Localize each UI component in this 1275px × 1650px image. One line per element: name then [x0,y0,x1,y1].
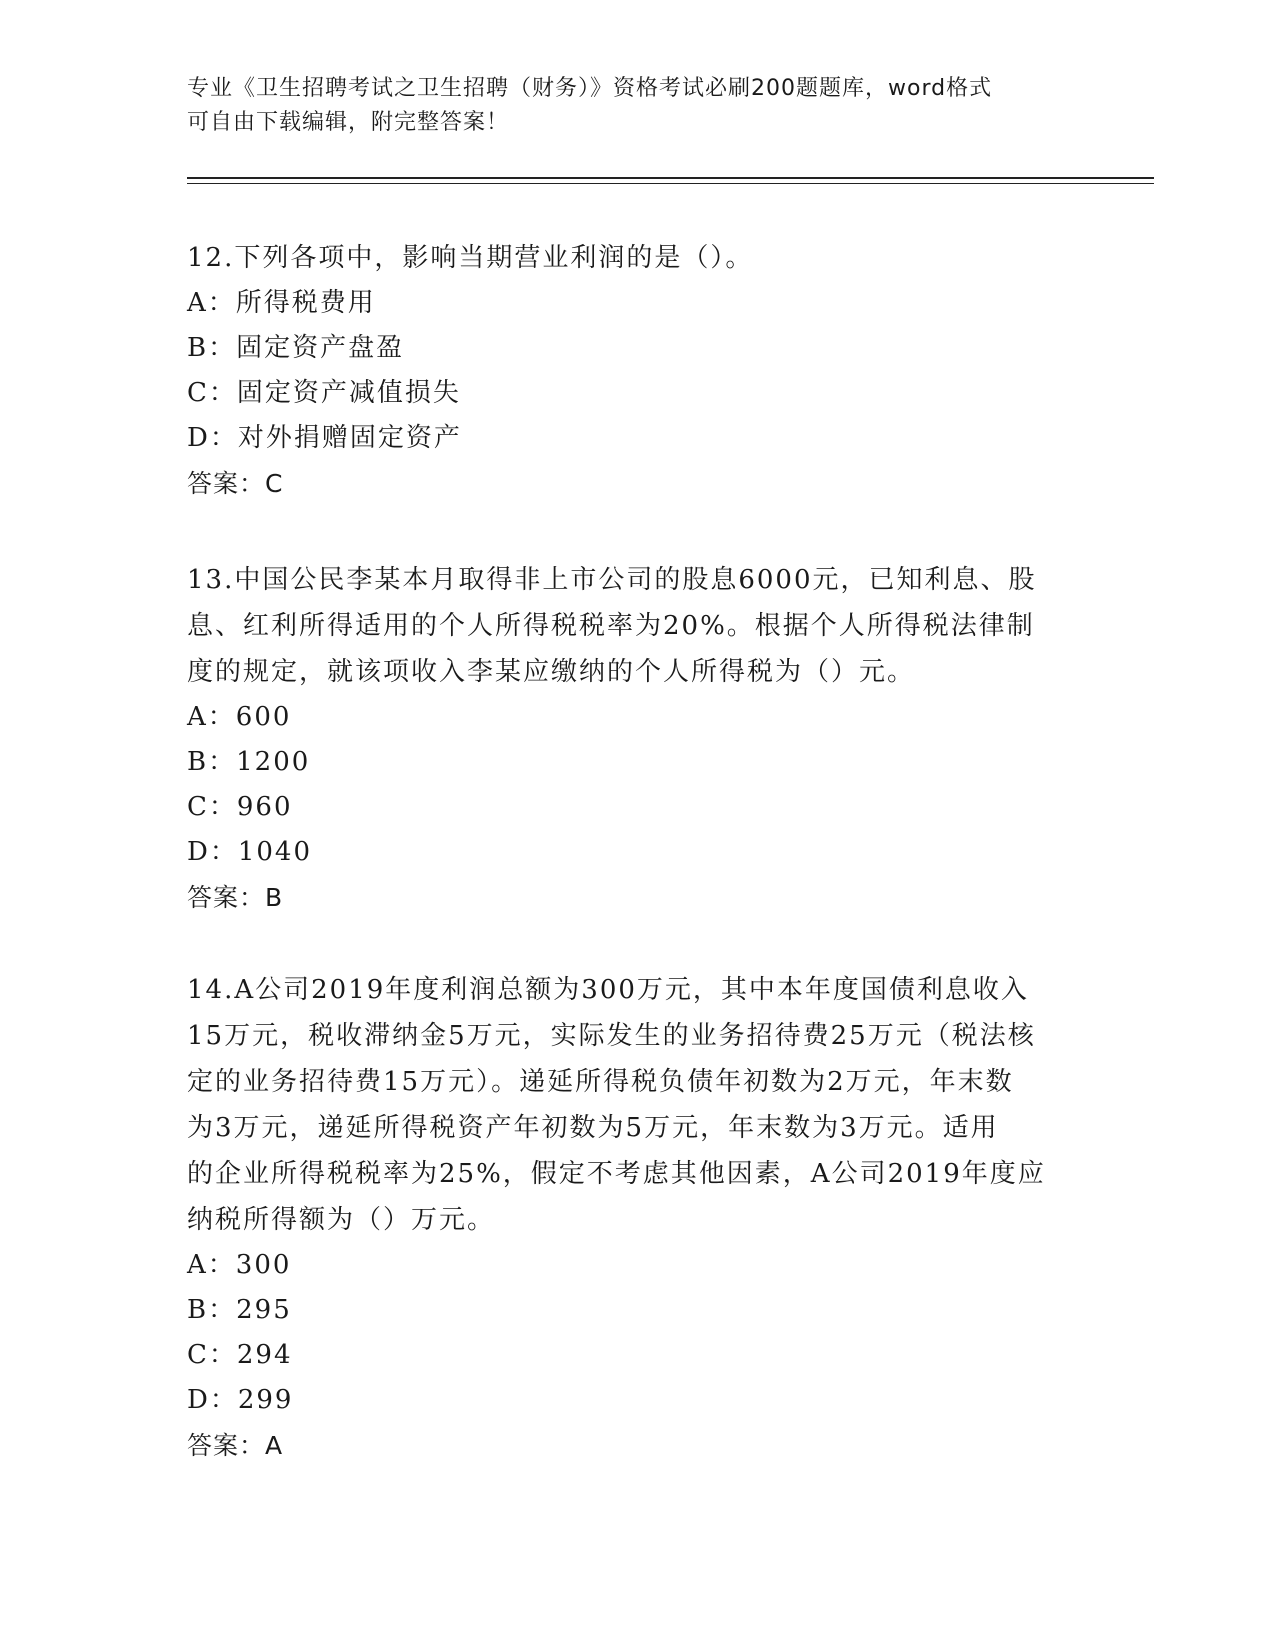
option-d: D：299 [187,1385,294,1415]
question-14 [187,967,1087,1469]
question-stem-line: 为3万元，递延所得税资产年初数为5万元，年末数为3万元。适用 [187,1113,999,1143]
question-13 [187,557,1087,921]
option-a: A：600 [187,702,292,732]
header-divider-thin [187,183,1154,184]
question-stem-line: 纳税所得额为（）万元。 [187,1205,496,1235]
question-12 [187,235,1087,507]
question-stem-line: 定的业务招待费15万元）。递延所得税负债年初数为2万元，年末数 [187,1067,1014,1097]
question-stem-line: 度的规定，就该项收入李某应缴纳的个人所得税为（）元。 [187,657,916,687]
question-stem-line: 息、红利所得适用的个人所得税税率为20%。根据个人所得税法律制 [187,611,1035,641]
document-header [187,72,1087,140]
option-b: B：295 [187,1295,292,1325]
question-stem-line: 的企业所得税税率为25%，假定不考虑其他因素，A公司2019年度应 [187,1159,1046,1189]
header-line-1: 专业《卫生招聘考试之卫生招聘（财务）》资格考试必刷200题题库，word格式 [187,76,993,101]
option-c: C：固定资产减值损失 [187,378,461,408]
option-d: D：1040 [187,837,313,867]
header-line-2: 可自由下载编辑，附完整答案！ [187,110,510,135]
option-a: A：所得税费用 [187,288,376,318]
option-c: C：294 [187,1340,293,1370]
question-stem-line: 14.A公司2019年度利润总额为300万元，其中本年度国债利息收入 [187,975,1029,1005]
answer: 答案：B [187,883,284,912]
option-a: A：300 [187,1250,292,1280]
header-divider-thick [187,177,1154,179]
question-stem-line: 12.下列各项中，影响当期营业利润的是（）。 [187,243,754,273]
option-b: B：固定资产盘盈 [187,333,405,363]
answer: 答案：A [187,1431,284,1460]
option-c: C：960 [187,792,293,822]
answer: 答案：C [187,469,284,498]
option-d: D：对外捐赠固定资产 [187,423,462,453]
question-stem-line: 13.中国公民李某本月取得非上市公司的股息6000元，已知利息、股 [187,565,1037,595]
question-stem-line: 15万元，税收滞纳金5万元，实际发生的业务招待费25万元（税法核 [187,1021,1036,1051]
option-b: B：1200 [187,747,311,777]
